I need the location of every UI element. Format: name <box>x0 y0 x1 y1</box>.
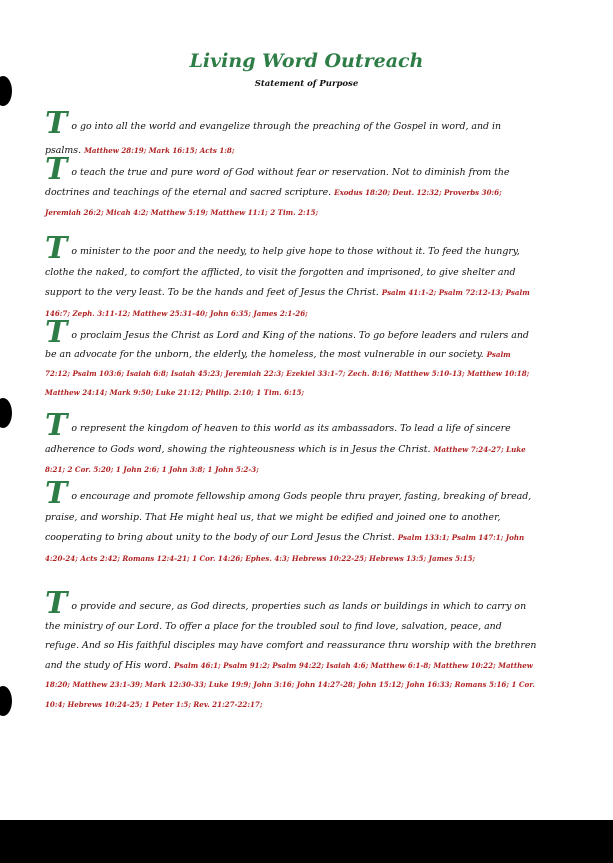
page-subtitle: Statement of Purpose <box>254 79 359 89</box>
binder-hole <box>0 686 12 716</box>
scripture-references: Matthew 28:19; Mark 16:15; Acts 1:8; <box>84 146 235 155</box>
section-text: o proclaim Jesus the Christ as Lord and King of the nations. To go before leaders and rulers and be an advocate for the unborn, the elderly, the homeless, the most vulnerable in our society. <box>45 330 529 360</box>
scripture-references: Psalm 41:1-2; Psalm 72:12-13; Psalm 146:7; Zeph. 3:11-12; Matthew 25:31-40; John 6:35; James 2:1-26; <box>45 288 530 318</box>
scripture-references: Psalm 133:1; Psalm 147:1; John 4:20-24; Acts 2:42; Romans 12:4-21; 1 Cor. 14:26; Ephes. 4:3; Hebrews 10:22-25; Hebrews 13:5; James 5:15; <box>45 533 525 563</box>
purpose-section <box>45 152 537 223</box>
scripture-references: Matthew 7:24-27; Luke 8:21; 2 Cor. 5:20; 1 John 2:6; 1 John 3:8; 1 John 5:2-3; <box>45 444 526 474</box>
drop-cap: T <box>45 586 68 621</box>
drop-cap: T <box>45 231 68 266</box>
section-text: o go into all the world and evangelize through the preaching of the Gospel in word, and in psalms. <box>45 121 502 156</box>
drop-cap: T <box>45 408 68 443</box>
section-text: o minister to the poor and the needy, to help give hope to those without it. To feed the hungry, clothe the naked, to comfort the afflicted, to visit the forgotten and imprisoned, to give shelter and support to the very least. To be the hands and feet of Jesus the Christ. <box>45 246 520 298</box>
drop-cap: T <box>45 152 68 187</box>
drop-cap: T <box>45 476 68 511</box>
drop-cap: T <box>45 315 68 350</box>
section-text: o teach the true and pure word of God without fear or reservation. Not to diminish from the doctrines and teachings of the eternal and sacred scripture. <box>45 167 510 198</box>
purpose-section <box>45 476 537 569</box>
purpose-section <box>45 315 537 402</box>
purpose-section <box>45 408 537 481</box>
scripture-references: Exodus 18:20; Deut. 12:32; Proverbs 30:6; Jeremiah 26:2; Micah 4:2; Matthew 5:19; Matthew 11:1; 2 Tim. 2:15; <box>45 188 502 217</box>
section-text: o provide and secure, as God directs, properties such as lands or buildings in which to carry on the ministry of our Lord. To offer a place for the troubled soul to find love, salvation, peace, and refuge. And so His faithful disciples may have comfort and reassurance thru worship with the brethren and the study of His word. <box>45 601 537 671</box>
section-text: o encourage and promote fellowship among Gods people thru prayer, fasting, breaking of bread, praise, and worship. That He might heal us, that we might be edified and joined one to another, cooperating to bring about unity to the body of our Lord Jesus the Christ. <box>45 491 532 543</box>
purpose-section <box>45 231 537 324</box>
page-title: Living Word Outreach <box>189 50 424 72</box>
drop-cap: T <box>45 106 68 141</box>
scan-border <box>0 820 613 863</box>
binder-hole <box>0 398 12 428</box>
scripture-references: Psalm 46:1; Psalm 91:2; Psalm 94:22; Isaiah 4:6; Matthew 6:1-8; Matthew 10:22; Matthew 18:20; Matthew 23:1-39; Mark 12:30-33; Luke 19:9; John 3:16; John 14:27-28; John 15:12; John 16:33; Romans 5:16; 1 Cor. 10:4; Hebrews 10:24-25; 1 Peter 1:5; Rev. 21:27-22:17; <box>45 660 535 709</box>
section-text: o represent the kingdom of heaven to this world as its ambassadors. To lead a life of sincere adherence to Gods word, showing the righteousness which is in Jesus the Christ. <box>45 423 511 455</box>
purpose-section <box>45 106 537 163</box>
scripture-references: Psalm 72:12; Psalm 103:6; Isaiah 6:8; Isaiah 45:23; Jeremiah 22:3; Ezekiel 33:1-7; Zech. 8:16; Matthew 5:10-13; Matthew 10:18; Matthew 24:14; Mark 9:50; Luke 21:12; Philip. 2:10; 1 Tim. 6:15; <box>45 350 530 397</box>
purpose-section <box>45 586 537 714</box>
